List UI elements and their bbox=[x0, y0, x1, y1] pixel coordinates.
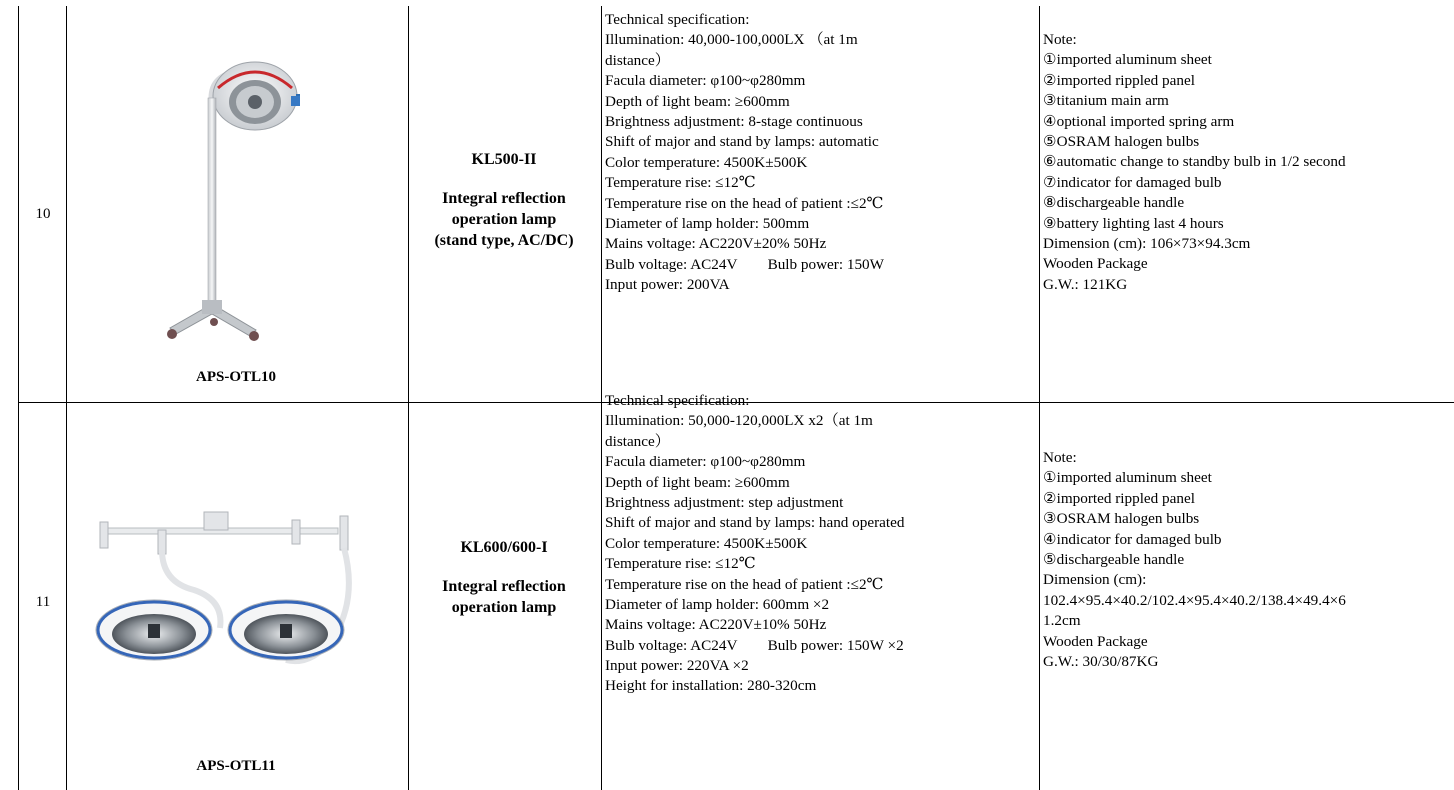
spec-line: Temperature rise on the head of patient :≤2℃ bbox=[605, 194, 884, 212]
spec-line: Depth of light beam: ≥600mm bbox=[605, 92, 790, 110]
row-number: 10 bbox=[35, 206, 51, 222]
column-divider bbox=[66, 6, 67, 790]
note-line: ④optional imported spring arm bbox=[1043, 112, 1235, 130]
spec-line: Illumination: 40,000-100,000LX （at 1m bbox=[605, 31, 858, 49]
note-line: G.W.: 121KG bbox=[1043, 275, 1128, 293]
spec-line: Color temperature: 4500K±500K bbox=[605, 153, 808, 171]
spec-line: Illumination: 50,000-120,000LX x2（at 1m bbox=[605, 412, 873, 430]
spec-line: Bulb voltage: AC24V Bulb power: 150W ×2 bbox=[605, 636, 904, 654]
note-line: ②imported rippled panel bbox=[1043, 489, 1195, 507]
table-border-left bbox=[18, 6, 19, 790]
spec-line: Height for installation: 280-320cm bbox=[605, 677, 817, 695]
notes bbox=[1043, 448, 1346, 672]
spec-line: Technical specification: bbox=[605, 392, 750, 409]
spec-line: Mains voltage: AC220V±20% 50Hz bbox=[605, 235, 827, 253]
spec-line: Shift of major and stand by lamps: hand operated bbox=[605, 514, 905, 532]
spec-line: distance） bbox=[605, 432, 670, 450]
spec-line: Temperature rise: ≤12℃ bbox=[605, 174, 756, 192]
spec-line: Brightness adjustment: 8-stage continuous bbox=[605, 112, 863, 130]
row-number: 11 bbox=[35, 594, 51, 610]
spec-line: Input power: 200VA bbox=[605, 276, 730, 294]
note-line: ②imported rippled panel bbox=[1043, 71, 1195, 89]
spec-line: Mains voltage: AC220V±10% 50Hz bbox=[605, 616, 827, 634]
spec-line: Facula diameter: φ100~φ280mm bbox=[605, 453, 806, 471]
double-ceiling-operation-lamp-image bbox=[96, 490, 376, 670]
spec-line: Diameter of lamp holder: 600mm ×2 bbox=[605, 595, 830, 613]
model-cell bbox=[409, 537, 599, 618]
note-line: ⑧dischargeable handle bbox=[1043, 194, 1185, 212]
note-line: Wooden Package bbox=[1043, 632, 1148, 650]
column-divider bbox=[408, 6, 409, 790]
note-line: ③titanium main arm bbox=[1043, 92, 1169, 110]
note-line: Note: bbox=[1043, 449, 1077, 466]
spec-line: Color temperature: 4500K±500K bbox=[605, 534, 808, 552]
product-code: APS-OTL11 bbox=[196, 758, 276, 774]
model-description-line: (stand type, AC/DC) bbox=[434, 232, 574, 249]
notes bbox=[1043, 30, 1346, 295]
model-description-line: Integral reflection bbox=[442, 190, 566, 207]
model-description-line: operation lamp bbox=[451, 599, 557, 616]
note-line: ⑥automatic change to standby bulb in 1/2 second bbox=[1043, 153, 1346, 171]
note-line: ⑤OSRAM halogen bulbs bbox=[1043, 132, 1200, 150]
spec-line: Temperature rise: ≤12℃ bbox=[605, 555, 756, 573]
note-line: ⑦indicator for damaged bulb bbox=[1043, 173, 1222, 191]
model-code: KL500-II bbox=[471, 151, 537, 168]
note-line: ①imported aluminum sheet bbox=[1043, 469, 1212, 487]
note-line: 102.4×95.4×40.2/102.4×95.4×40.2/138.4×49.4×6 bbox=[1043, 591, 1346, 609]
note-line: Note: bbox=[1043, 31, 1077, 48]
note-line: Dimension (cm): 106×73×94.3cm bbox=[1043, 234, 1251, 252]
technical-specification bbox=[605, 10, 884, 295]
note-line: 1.2cm bbox=[1043, 612, 1081, 630]
model-cell bbox=[409, 149, 599, 251]
spec-line: Shift of major and stand by lamps: automatic bbox=[605, 133, 879, 151]
note-line: ⑤dischargeable handle bbox=[1043, 550, 1185, 568]
spec-line: distance） bbox=[605, 51, 670, 69]
model-description-line: Integral reflection bbox=[442, 578, 566, 595]
note-line: ⑨battery lighting last 4 hours bbox=[1043, 214, 1224, 232]
model-description-line: operation lamp bbox=[451, 211, 557, 228]
spec-line: Diameter of lamp holder: 500mm bbox=[605, 214, 810, 232]
note-line: ③OSRAM halogen bulbs bbox=[1043, 510, 1200, 528]
column-divider bbox=[1039, 6, 1040, 790]
spec-line: Depth of light beam: ≥600mm bbox=[605, 473, 790, 491]
note-line: Wooden Package bbox=[1043, 255, 1148, 273]
spec-line: Technical specification: bbox=[605, 11, 750, 28]
column-divider bbox=[601, 6, 602, 790]
note-line: ①imported aluminum sheet bbox=[1043, 51, 1212, 69]
spec-line: Temperature rise on the head of patient :≤2℃ bbox=[605, 575, 884, 593]
note-line: G.W.: 30/30/87KG bbox=[1043, 652, 1159, 670]
spec-line: Brightness adjustment: step adjustment bbox=[605, 493, 844, 511]
stand-operation-lamp-image bbox=[150, 36, 300, 346]
note-line: ④indicator for damaged bulb bbox=[1043, 530, 1222, 548]
product-code: APS-OTL10 bbox=[195, 369, 276, 385]
spec-line: Facula diameter: φ100~φ280mm bbox=[605, 72, 806, 90]
spec-line: Input power: 220VA ×2 bbox=[605, 657, 749, 675]
model-code: KL600/600-I bbox=[460, 539, 548, 556]
technical-specification bbox=[605, 392, 1035, 790]
note-line: Dimension (cm): bbox=[1043, 571, 1147, 589]
spec-line: Bulb voltage: AC24V Bulb power: 150W bbox=[605, 255, 884, 273]
